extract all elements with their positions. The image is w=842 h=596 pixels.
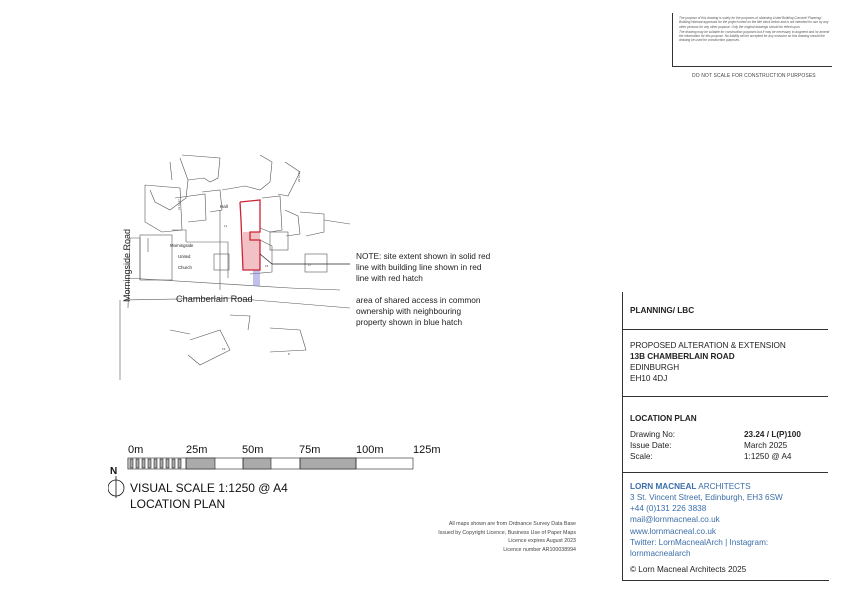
- disclaimer-paragraph-1: The purpose of this drawing is solely for the purposes of obtaining Listed Building Consent/ Planning/ Building Warrant approvals for the project noted on the title block below and is not intended for use by any other persons for any other purpose. Only the original drawings should be relied upon.: [679, 16, 829, 29]
- scale-label-125m: 125m: [413, 444, 441, 456]
- project-city: EDINBURGH: [630, 363, 680, 372]
- os-copyright-note: [400, 520, 576, 554]
- site-note-line-3: line with red hatch: [356, 273, 423, 283]
- firm-name-suffix: ARCHITECTS: [696, 482, 751, 491]
- title-block-divider-1: [622, 329, 828, 330]
- church-label-3: Church: [178, 265, 192, 270]
- map-number-29-31: 29 to 31: [297, 171, 301, 182]
- chamberlain-road-label: Chamberlain Road: [176, 294, 253, 304]
- firm-social-handle[interactable]: lornmacnealarch: [630, 549, 691, 558]
- title-block-divider-3: [622, 472, 828, 473]
- church-label-2: United: [178, 254, 191, 259]
- map-number-17: 17: [308, 263, 312, 267]
- shared-access-hatch: [253, 270, 260, 286]
- project-description: PROPOSED ALTERATION & EXTENSION: [630, 341, 786, 350]
- plan-title: LOCATION PLAN: [130, 497, 226, 511]
- drawing-no-value: 23.24 / L(P)100: [744, 430, 801, 439]
- site-note-line-2: line with building line shown in red: [356, 262, 482, 272]
- scale-label-0m: 0m: [128, 444, 144, 456]
- map-number-8: 8: [288, 352, 290, 356]
- scale-label-50m: 50m: [242, 444, 264, 456]
- firm-address: 3 St. Vincent Street, Edinburgh, EH3 6SW: [630, 493, 783, 502]
- project-address: 13B CHAMBERLAIN ROAD: [630, 352, 735, 361]
- scale-label: Scale:: [630, 452, 653, 461]
- drawing-status: PLANNING/ LBC: [630, 306, 695, 315]
- scale-value: 1:1250 @ A4: [744, 452, 792, 461]
- os-note-line-2: Issued by Copyright Licence, Business Use of Paper Maps: [438, 529, 576, 536]
- location-map: [110, 150, 350, 380]
- os-note-line-4: Licence number AR100038994: [503, 546, 576, 553]
- shared-note-line-1: area of shared access in common: [356, 295, 481, 305]
- issue-date-value: March 2025: [744, 441, 788, 450]
- firm-phone[interactable]: +44 (0)131 226 3838: [630, 504, 707, 513]
- os-note-line-1: All maps shown are from Ordnance Survey Data Base: [448, 521, 576, 527]
- visual-scale-title: VISUAL SCALE 1:1250 @ A4: [130, 481, 288, 495]
- issue-date-label: Issue Date:: [630, 441, 672, 450]
- hall-label: Hall: [220, 204, 228, 209]
- disclaimer-paragraph-2: The drawing may be suitable for construction purposes but if may be necessary to augment and /or amend the information for this purpose. No liability will be accepted for any omission on this drawing should the drawing be used for construction purposes.: [679, 29, 830, 43]
- map-number-21-27: 21 to 27: [177, 199, 181, 210]
- scale-label-100m: 100m: [356, 444, 384, 456]
- drawing-title: LOCATION PLAN: [630, 414, 697, 423]
- map-number-11: 11: [224, 224, 228, 228]
- disclaimer-box: [672, 13, 832, 67]
- os-note-line-3: Licence expires August 2023: [508, 538, 576, 544]
- firm-name: [630, 482, 751, 493]
- firm-copyright: © Lorn Macneal Architects 2025: [630, 565, 747, 574]
- shared-note-line-2: ownership with neighbouring: [356, 306, 462, 316]
- church-label-1: Morningside: [170, 243, 194, 248]
- title-block-divider-2: [622, 396, 828, 397]
- shared-access-note: [356, 295, 516, 328]
- firm-email-link[interactable]: mail@lornmacneal.co.uk: [630, 515, 720, 524]
- north-label: N: [110, 466, 118, 477]
- morningside-road-label: Morningside Road: [122, 228, 132, 302]
- site-extent-note: [356, 251, 516, 284]
- firm-social-link[interactable]: Twitter: LornMacnealArch | Instagram:: [630, 538, 769, 547]
- map-number-19: 19: [222, 347, 226, 351]
- site-note-line-1: NOTE: site extent shown in solid red: [356, 251, 491, 261]
- do-not-scale-note: DO NOT SCALE FOR CONSTRUCTION PURPOSES: [692, 73, 816, 79]
- drawing-no-label: Drawing No:: [630, 430, 676, 439]
- firm-name-bold: LORN MACNEAL: [630, 482, 697, 491]
- scale-label-25m: 25m: [186, 444, 208, 456]
- shared-note-line-3: property shown in blue hatch: [356, 317, 463, 327]
- scale-label-75m: 75m: [299, 444, 321, 456]
- map-number-15: 15: [265, 264, 269, 268]
- firm-website-link[interactable]: www.lornmacneal.co.uk: [630, 527, 717, 536]
- site-building-hatch: [243, 232, 260, 270]
- project-postcode: EH10 4DJ: [630, 374, 668, 383]
